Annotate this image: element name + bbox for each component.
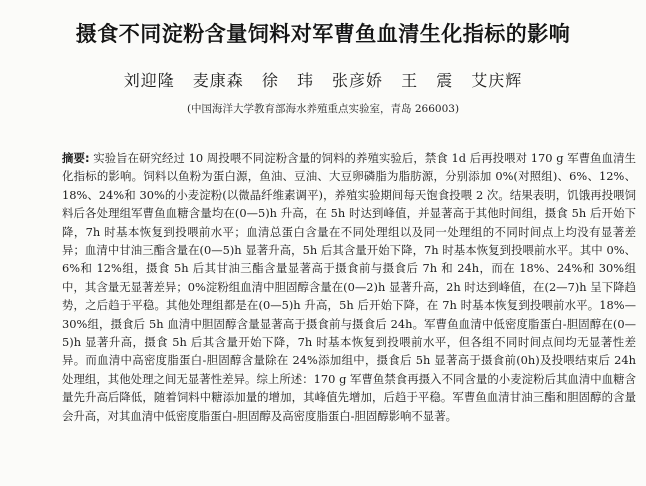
paper-title: 摄食不同淀粉含量饲料对军曹鱼血清生化指标的影响 (75, 22, 571, 46)
abstract-label: 摘要: (62, 151, 90, 165)
abstract (62, 149, 636, 425)
author-list: 刘迎隆 麦康森 徐 玮 张彦娇 王 震 艾庆辉 (123, 71, 523, 90)
abstract-body: 实验旨在研究经过 10 周投喂不同淀粉含量的饲料的养殖实验后，禁食 1d 后再投喂对 170 g 军曹鱼血清生化指标的影响。饲料以鱼粉为蛋白源，鱼油、豆油、大豆卵磷脂为脂肪源，分别添加 0%(对照组)、6%、12%、18%、24%和 30%的小麦淀粉(以微晶纤维素调平)，养殖实验期间每天饱食投喂 2 次。结果表明，饥饿再投喂饲料后各处理组军曹鱼血糖含量均在(0—5)h 升高，在 5h 时达到峰值，并显著高于其他时间组，摄食 5h 后开始下降，7h 时基本恢复到投喂前水平；血清总蛋白含量在不同处理组以及同一处理组的不同时间点上均没有显著差异；血清中甘油三酯含量在(0—5)h 显著升高，5h 后其含量开始下降，7h 时基本恢复到投喂前水平。其中 0%、6%和 12%组，摄食 5h 后其甘油三酯含量显著高于摄食前与摄食后 7h 和 24h，而在 18%、24%和 30%组中，其含量无显著差异；0%淀粉组血清中胆固醇含量在(0—2)h 显著升高，2h 时达到峰值，在(2—7)h 呈下降趋势，之后趋于平稳。其他处理组都是在(0—5)h 升高，5h 后开始下降，在 7h 时基本恢复到投喂前水平。18%—30%组，摄食后 5h 血清中胆固醇含量显著高于摄食前与摄食后 24h。军曹鱼血清中低密度脂蛋白-胆固醇在(0—5)h 显著升高，摄食 5h 后其含量开始下降，7h 时基本恢复到投喂前水平，但各组不同时间点间均无显著性差异。而血清中高密度脂蛋白-胆固醇含量除在 24%添加组中，摄食后 5h 显著高于摄食前(0h)及投喂结束后 24h 处理组，其他处理之间无显著性差异。综上所述：170 g 军曹鱼禁食再摄入不同含量的小麦淀粉后其血清中血糖含量先升高后降低，随着饲料中糖添加量的增加，其峰值先增加，后趋于平稳。军曹鱼血清甘油三酯和胆固醇的含量会升高，对其血清中低密度脂蛋白-胆固醇及高密度脂蛋白-胆固醇影响不显著。 (62, 151, 636, 423)
affiliation: (中国海洋大学教育部海水养殖重点实验室，青岛 266003) (186, 103, 460, 115)
